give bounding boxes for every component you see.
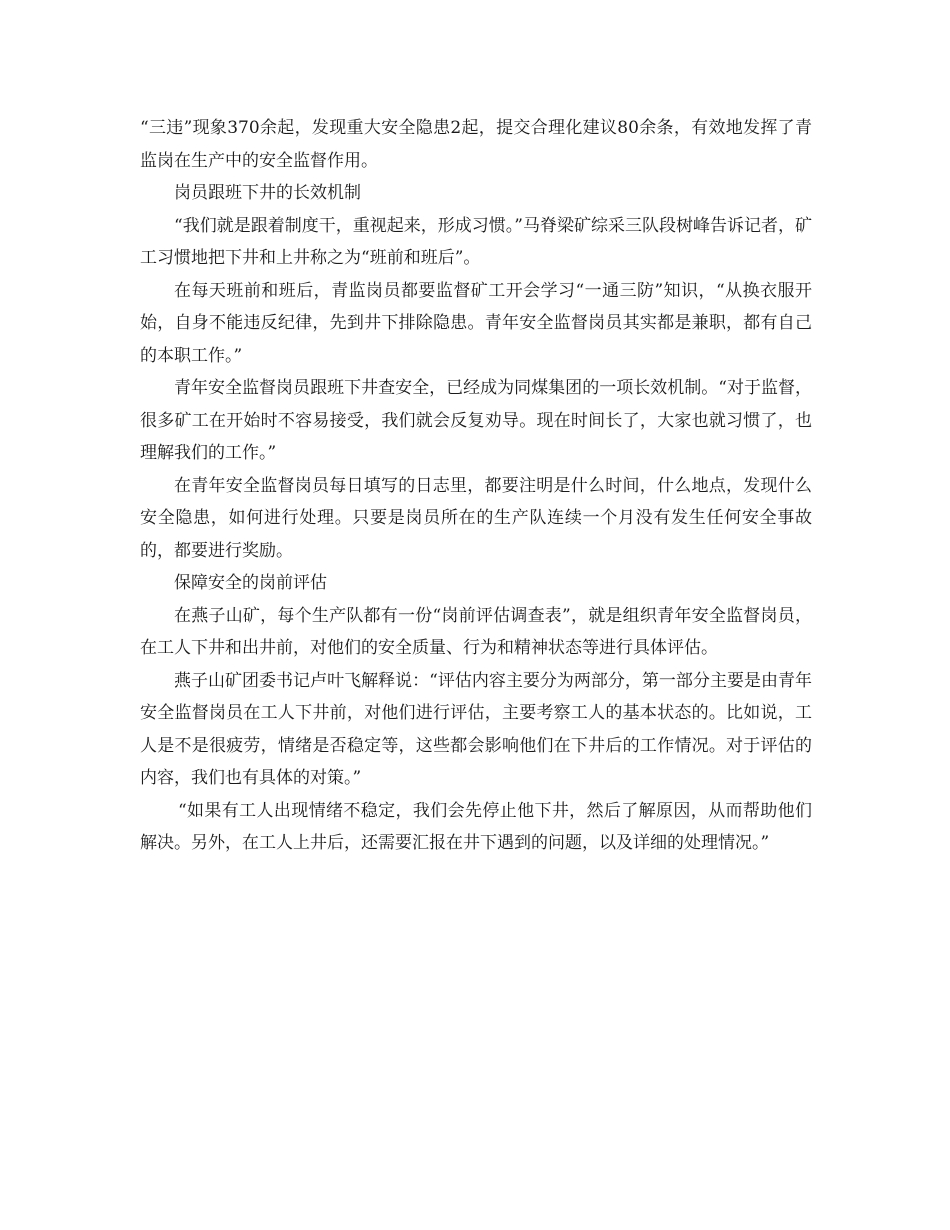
paragraph-6: 在燕子山矿，每个生产队都有一份“岗前评估调查表”，就是组织青年安全监督岗员，在工人下井和出井前，对他们的安全质量、行为和精神状态等进行具体评估。 xyxy=(140,605,812,658)
section-heading-2: 保障安全的岗前评估 xyxy=(174,573,327,593)
paragraph-1: “三违”现象370余起，发现重大安全隐患2起，提交合理化建议80余条，有效地发挥了青监岗在生产中的安全监督作用。 xyxy=(140,118,812,171)
paragraph-3: 在每天班前和班后，青监岗员都要监督矿工开会学习“一通三防”知识，“从换衣服开始，自身不能违反纪律，先到井下排除隐患。青年安全监督岗员其实都是兼职，都有自己的本职工作。” xyxy=(140,280,812,366)
paragraph-7: 燕子山矿团委书记卢叶飞解释说：“评估内容主要分为两部分，第一部分主要是由青年安全监督岗员在工人下井前，对他们进行评估，主要考察工人的基本状态的。比如说，工人是不是很疲劳，情绪是否稳定等，这些都会影响他们在下井后的工作情况。对于评估的内容，我们也有具体的对策。” xyxy=(140,670,812,788)
paragraph-5: 在青年安全监督岗员每日填写的日志里，都要注明是什么时间，什么地点，发现什么安全隐患，如何进行处理。只要是岗员所在的生产队连续一个月没有发生任何安全事故的，都要进行奖励。 xyxy=(140,475,812,561)
paragraph-2: “我们就是跟着制度干，重视起来，形成习惯。”马脊梁矿综采三队段树峰告诉记者，矿工习惯地把下井和上井称之为“班前和班后”。 xyxy=(140,215,812,268)
document-body xyxy=(140,112,812,860)
paragraph-8: “如果有工人出现情绪不稳定，我们会先停止他下井，然后了解原因，从而帮助他们解决。另外，在工人上井后，还需要汇报在井下遇到的问题，以及详细的处理情况。” xyxy=(140,800,812,853)
paragraph-4: 青年安全监督岗员跟班下井查安全，已经成为同煤集团的一项长效机制。“对于监督，很多矿工在开始时不容易接受，我们就会反复劝导。现在时间长了，大家也就习惯了，也理解我们的工作。” xyxy=(140,378,812,463)
section-heading-1: 岗员跟班下井的长效机制 xyxy=(174,183,361,203)
